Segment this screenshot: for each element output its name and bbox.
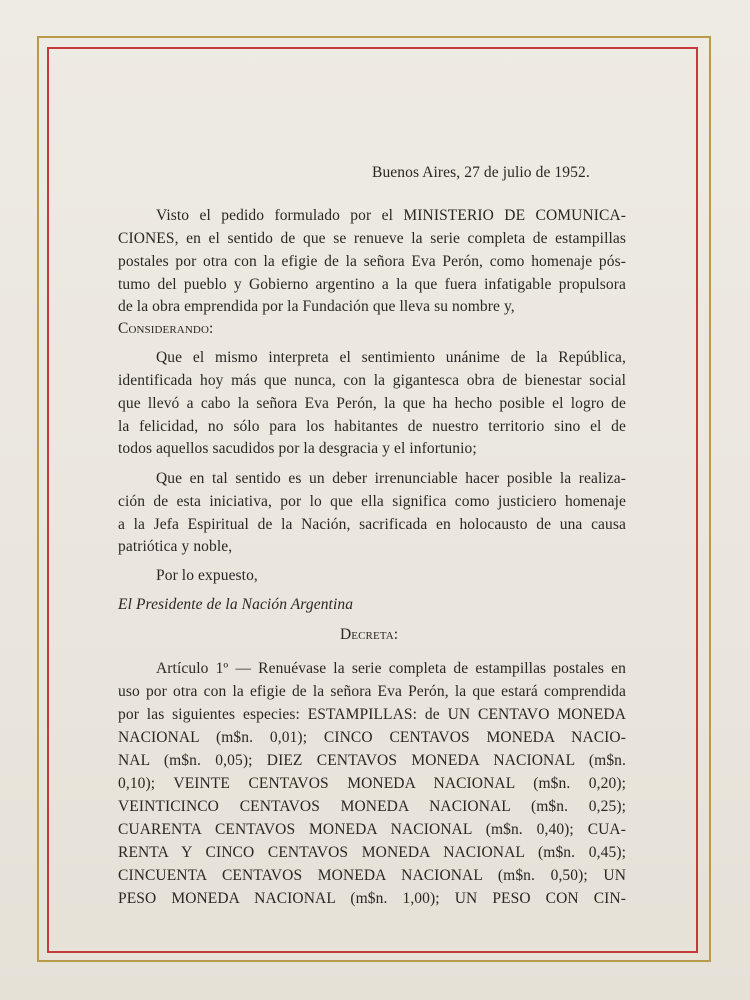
considerando-heading: Considerando: [118,320,214,337]
paragraph-1-line-4: tumo del pueblo y Gobierno argentino a la que fuera infatigable propulsora [118,276,626,293]
paragraph-3-line-3: a la Jefa Espiritual de la Nación, sacrificada en holocausto de una causa [118,516,626,533]
paragraph-2-line-5: todos aquellos sacudidos por la desgracia y el infortunio; [118,440,477,457]
paragraph-2-line-2: identificada hoy más que nunca, con la gigantesca obra de bienestar social [118,372,626,389]
paragraph-3-line-2: ción de esta iniciativa, por lo que ella significa como justiciero homenaje [118,493,626,510]
paragraph-2-line-3: que llevó a cabo la señora Eva Perón, la que ha hecho posible el logro de [118,395,626,412]
por-lo-expuesto: Por lo expuesto, [156,567,258,584]
paragraph-3-line-1: Que en tal sentido es un deber irrenunciable hacer posible la realiza- [156,470,626,487]
articulo-line-4: NACIONAL (m$n. 0,01); CINCO CENTAVOS MONEDA NACIO- [118,729,626,746]
paragraph-1-line-2: CIONES, en el sentido de que se renueve la serie completa de estampillas [118,230,626,247]
decreta-heading: Decreta: [340,626,399,643]
paragraph-2-line-1: Que el mismo interpreta el sentimiento unánime de la República, [156,349,626,366]
articulo-line-7: VEINTICINCO CENTAVOS MONEDA NACIONAL (m$n. 0,25); [118,798,626,815]
articulo-line-5: NAL (m$n. 0,05); DIEZ CENTAVOS MONEDA NACIONAL (m$n. [118,752,626,769]
articulo-line-2: uso por otra con la efigie de la señora Eva Perón, la que estará comprendida [118,683,626,700]
articulo-line-1: Artículo 1º — Renuévase la serie completa de estampillas postales en [156,660,626,677]
paragraph-3-line-4: patriótica y noble, [118,538,233,555]
articulo-line-6: 0,10); VEINTE CENTAVOS MONEDA NACIONAL (m$n. 0,20); [118,775,626,792]
articulo-line-3: por las siguientes especies: ESTAMPILLAS: de UN CENTAVO MONEDA [118,706,626,723]
document-date: Buenos Aires, 27 de julio de 1952. [372,164,590,181]
paragraph-1-line-3: postales por otra con la efigie de la señora Eva Perón, como homenaje pós- [118,253,626,270]
paragraph-1-line-5: de la obra emprendida por la Fundación que lleva su nombre y, [118,298,515,315]
paragraph-1-line-1: Visto el pedido formulado por el MINISTERIO DE COMUNICA- [156,207,626,224]
articulo-line-9: RENTA Y CINCO CENTAVOS MONEDA NACIONAL (m$n. 0,45); [118,844,626,861]
articulo-line-10: CINCUENTA CENTAVOS MONEDA NACIONAL (m$n. 0,50); UN [118,867,626,884]
articulo-line-8: CUARENTA CENTAVOS MONEDA NACIONAL (m$n. 0,40); CUA- [118,821,626,838]
presidente-line: El Presidente de la Nación Argentina [118,596,354,613]
paragraph-2-line-4: la felicidad, no sólo para los habitantes de nuestro territorio sino el de [118,418,626,435]
articulo-line-11: PESO MONEDA NACIONAL (m$n. 1,00); UN PESO CON CIN- [118,890,626,907]
